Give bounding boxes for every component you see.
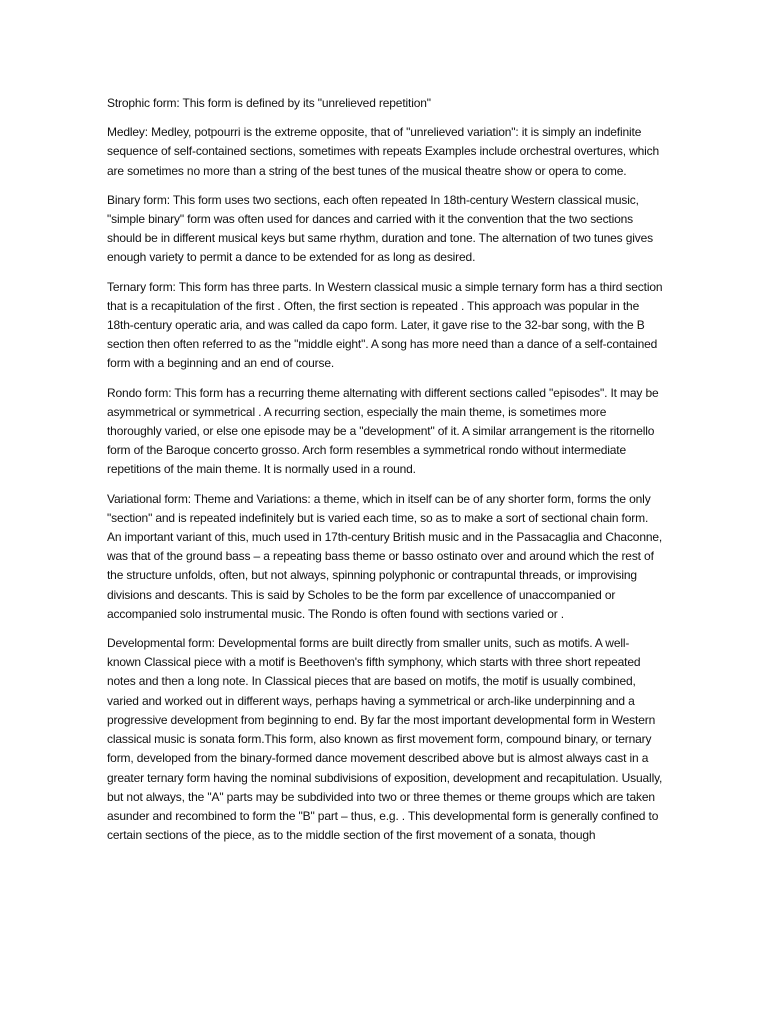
paragraph-rondo-form: Rondo form: This form has a recurring theme alternating with different sections called "episodes". It may be asymmetrical or symmetrical . A recurring section, especially the main theme, is sometimes more thoroughly varied, or else one episode may be a "development" of it. A similar arrangement is the ritornello form of the Baroque concerto grosso. Arch form resembles a symmetrical rondo without intermediate repetitions of the main theme. It is normally used in a round. xyxy=(107,385,659,477)
paragraph-binary-form: Binary form: This form uses two sections, each often repeated In 18th-century Western classical music, "simple binary" form was often used for dances and carried with it the convention that the two sections should be in different musical keys but same rhythm, duration and tone. The alternation of two tunes gives enough variety to permit a dance to be extended for as long as desired. xyxy=(107,192,653,265)
paragraph-variational-form: Variational form: Theme and Variations: a theme, which in itself can be of any shorter form, forms the only "section" and is repeated indefinitely but is varied each time, so as to make a sort of sectional chain form. An important variant of this, much used in 17th-century British music and in the Passacaglia and Chaconne, was that of the ground bass – a repeating bass theme or basso ostinato over and around which the rest of the structure unfolds, often, but not always, spinning polyphonic or contrapuntal threads, or improvising divisions and descants. This is said by Scholes to be the form par excellence of unaccompanied or accompanied solo instrumental music. The Rondo is often found with sections varied or . xyxy=(107,491,663,621)
paragraph-ternary-form: Ternary form: This form has three parts. In Western classical music a simple ternary form has a third section that is a recapitulation of the first . Often, the first section is repeated . This approach was popular in the 18th-century operatic aria, and was called da capo form. Later, it gave rise to the 32-bar song, with the B section then often referred to as the "middle eight". A song has more need than a dance of a self-contained form with a beginning and an end of course. xyxy=(107,279,663,371)
paragraph-strophic-form: Strophic form: This form is defined by its "unrelieved repetition" xyxy=(107,96,431,110)
paragraph-medley: Medley: Medley, potpourri is the extreme opposite, that of "unrelieved variation": it is simply an indefinite sequence of self-contained sections, sometimes with repeats Examples include orchestral overtures, which are sometimes no more than a string of the best tunes of the musical theatre show or opera to come. xyxy=(107,125,660,178)
paragraph-developmental-form: Developmental form: Developmental forms are built directly from smaller units, such as motifs. A well-known Classical piece with a motif is Beethoven's fifth symphony, which starts with three short repeated notes and then a long note. In Classical pieces that are based on motifs, the motif is usually combined, varied and worked out in different ways, perhaps having a symmetrical or arch-like underpinning and a progressive development from beginning to end. By far the most important developmental form in Western classical music is sonata form.This form, also known as first movement form, compound binary, or ternary form, developed from the binary-formed dance movement described above but is almost always cast in a greater ternary form having the nominal subdivisions of exposition, development and recapitulation. Usually, but not always, the "A" parts may be subdivided into two or three themes or theme groups which are taken asunder and recombined to form the "B" part – thus, e.g. . This developmental form is generally confined to certain sections of the piece, as to the middle section of the first movement of a sonata, though xyxy=(107,636,663,843)
document-body xyxy=(107,94,663,855)
